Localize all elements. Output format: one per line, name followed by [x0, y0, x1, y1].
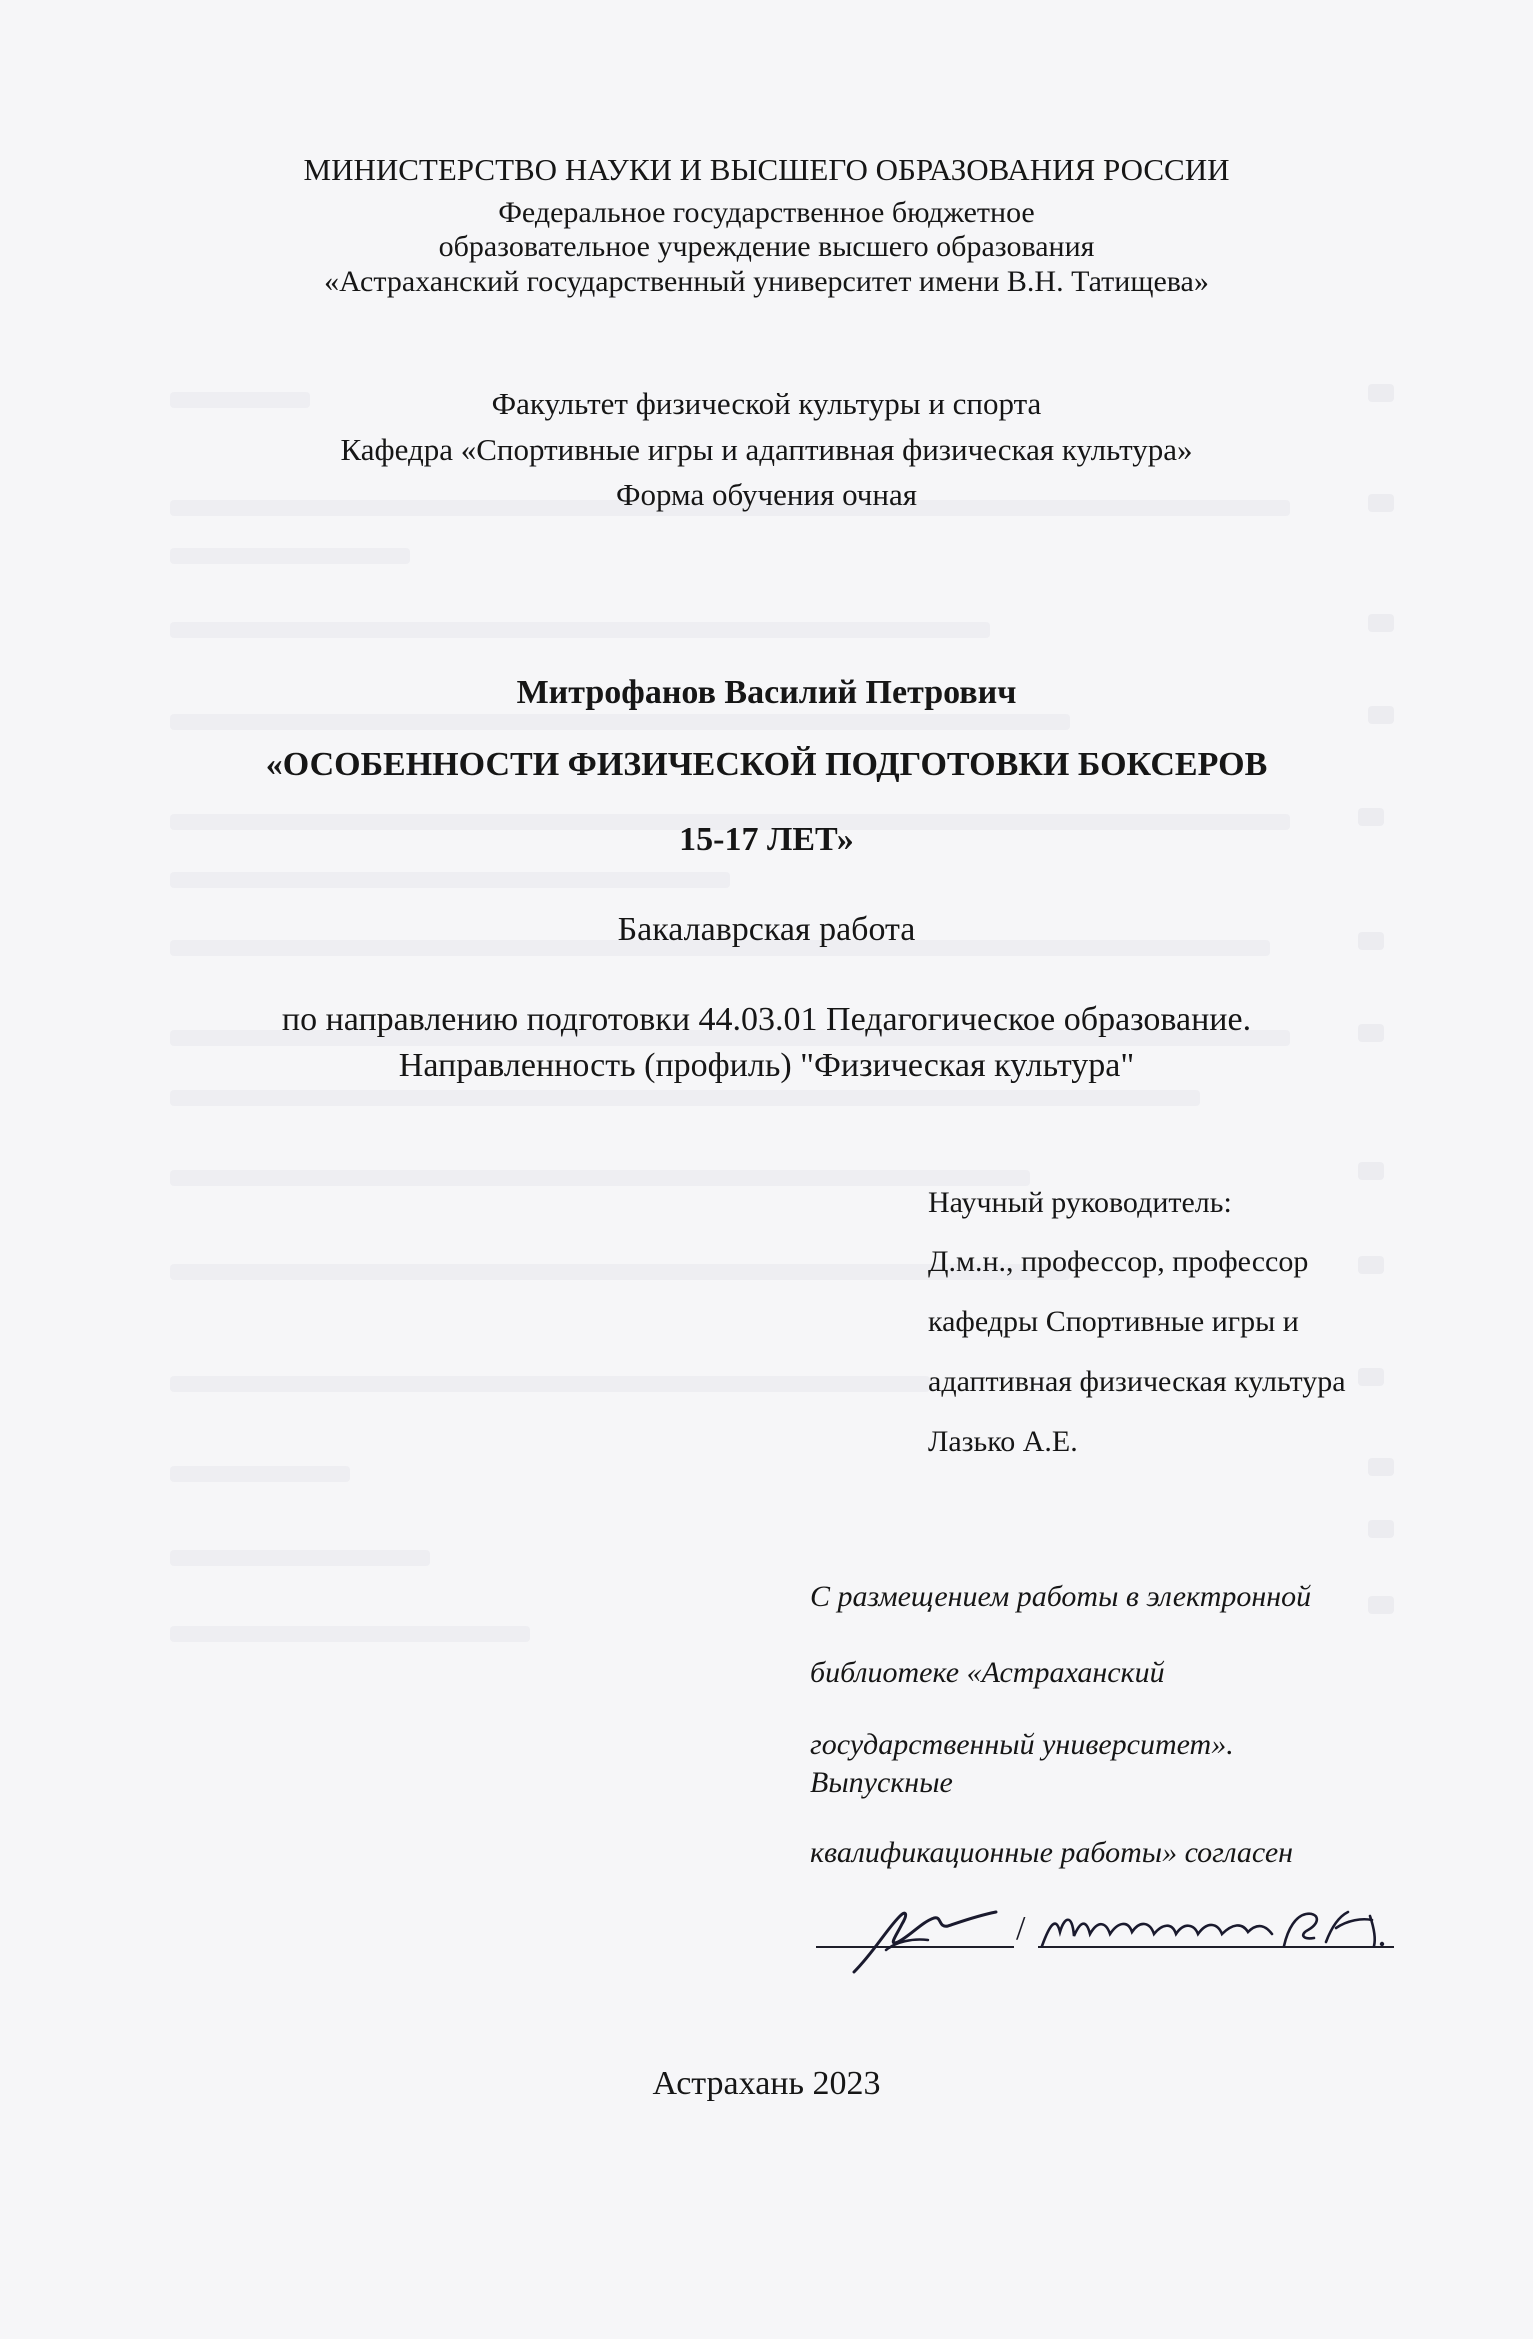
study-direction: по направлению подготовки 44.03.01 Педагогическое образование.: [281, 1001, 1252, 1038]
consent-line-1: С размещением работы в электронной: [810, 1580, 1312, 1613]
city-year: Астрахань 2023: [652, 2065, 881, 2102]
study-form: Форма обучения очная: [616, 477, 917, 512]
handwritten-signature: [826, 1880, 1016, 1990]
institution-line-1: Федеральное государственное бюджетное: [498, 196, 1035, 229]
supervisor-department-1: кафедры Спортивные игры и: [928, 1305, 1299, 1338]
department-name: Кафедра «Спортивные игры и адаптивная физическая культура»: [340, 432, 1193, 467]
work-type: Бакалаврская работа: [617, 911, 916, 948]
signature-separator: /: [1016, 1910, 1026, 1947]
supervisor-department-2: адаптивная физическая культура: [928, 1365, 1346, 1398]
institution-line-2: образовательное учреждение высшего образования: [438, 230, 1095, 263]
supervisor-label: Научный руководитель:: [928, 1186, 1232, 1219]
consent-line-4: Выпускные: [810, 1766, 953, 1799]
supervisor-degree: Д.м.н., профессор, профессор: [928, 1245, 1309, 1278]
author-name: Митрофанов Василий Петрович: [516, 674, 1017, 711]
handwritten-name-signature: [1036, 1898, 1396, 1958]
faculty-name: Факультет физической культуры и спорта: [491, 386, 1042, 421]
study-profile: Направленность (профиль) "Физическая культура": [398, 1047, 1135, 1084]
ministry-name: МИНИСТЕРСТВО НАУКИ И ВЫСШЕГО ОБРАЗОВАНИЯ РОССИИ: [303, 152, 1230, 187]
institution-line-3: «Астраханский государственный университет имени В.Н. Татищева»: [324, 265, 1209, 298]
thesis-title-line-1: «ОСОБЕННОСТИ ФИЗИЧЕСКОЙ ПОДГОТОВКИ БОКСЕРОВ: [265, 746, 1268, 783]
supervisor-name: Лазько А.Е.: [928, 1425, 1078, 1458]
thesis-title-line-2: 15-17 ЛЕТ»: [679, 821, 854, 858]
consent-line-3: государственный университет».: [810, 1728, 1234, 1761]
consent-line-2: библиотеке «Астраханский: [810, 1656, 1165, 1689]
consent-line-5: квалификационные работы» согласен: [810, 1836, 1294, 1869]
